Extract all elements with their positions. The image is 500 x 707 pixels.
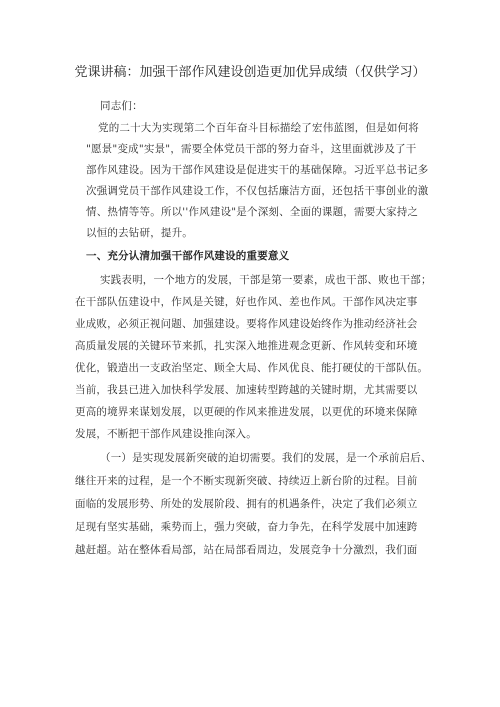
paragraph-2-line-5: 优化，锻造出一支政治坚定、顾全大局、作风优良、能打硬仗的干部队伍。	[75, 362, 429, 374]
paragraph-2-line-1: 实践表明，一个地方的发展，干部是第一要素，成也干部、败也干部；	[100, 274, 432, 286]
greeting: 同志们：	[100, 100, 143, 112]
paragraph-1-line-4: 次强调党员干部作风建设工作，不仅包括廉洁方面，还包括干事创业的激	[86, 185, 429, 197]
paragraph-2-line-3: 业成败，必须正视问题、加强建设。要将作风建设始终作为推动经济社会	[75, 318, 418, 330]
paragraph-1-line-5: 情、热情等等。所以''作风建设"是个深刻、全面的课题，需要大家持之	[86, 206, 419, 218]
paragraph-2-line-8: 发展，不断把干部作风建设推向深入。	[75, 428, 257, 440]
paragraph-1-line-2: "愿景"变成"实景"，需要全体党员干部的努力奋斗，这里面就涉及了干	[86, 143, 417, 155]
paragraph-3-line-3: 面临的发展形势、所处的发展阶段、拥有的机遇条件，决定了我们必须立	[75, 498, 418, 510]
section-heading-1: 一、充分认清加强干部作风建设的重要意义	[86, 250, 290, 262]
paragraph-2-line-2: 在干部队伍建设中，作风是关键，好也作风、差也作风。干部作风决定事	[75, 296, 418, 308]
paragraph-1-line-3: 部作风建设。因为干部作风建设是促进实干的基础保障。习近平总书记多	[86, 164, 429, 176]
paragraph-2-line-6: 当前，我县已进入加快科学发展、加速转型跨越的关键时期，尤其需要以	[75, 384, 418, 396]
paragraph-3-line-4: 足现有坚实基础，乘势而上，强力突破，奋力争先，在科学发展中加速跨	[75, 521, 418, 533]
paragraph-3-line-5: 越赶超。站在整体看局部，站在局部看周边，发展竞争十分激烈，我们面	[75, 544, 418, 556]
paragraph-3-line-1: （一）是实现发展新突破的迫切需要。我们的发展，是一个承前启后、	[100, 452, 432, 464]
paragraph-2-line-7: 更高的境界来谋划发展，以更硬的作风来推进发展，以更优的环境来保障	[75, 406, 418, 418]
document-title: 党课讲稿：加强干部作风建设创造更加优异成绩（仅供学习）	[74, 65, 426, 80]
paragraph-2-line-4: 高质量发展的关键环节来抓，扎实深入地推进观念更新、作风转变和环境	[75, 340, 418, 352]
paragraph-1-line-6: 以恒的去钻研，提升。	[86, 227, 193, 239]
paragraph-1-line-1: 党的二十大为实现第二个百年奋斗目标描绘了宏伟蓝图，但是如何将	[98, 122, 419, 134]
paragraph-3-line-2: 继往开来的过程，是一个不断实现新突破、持续迈上新台阶的过程。目前	[75, 475, 418, 487]
